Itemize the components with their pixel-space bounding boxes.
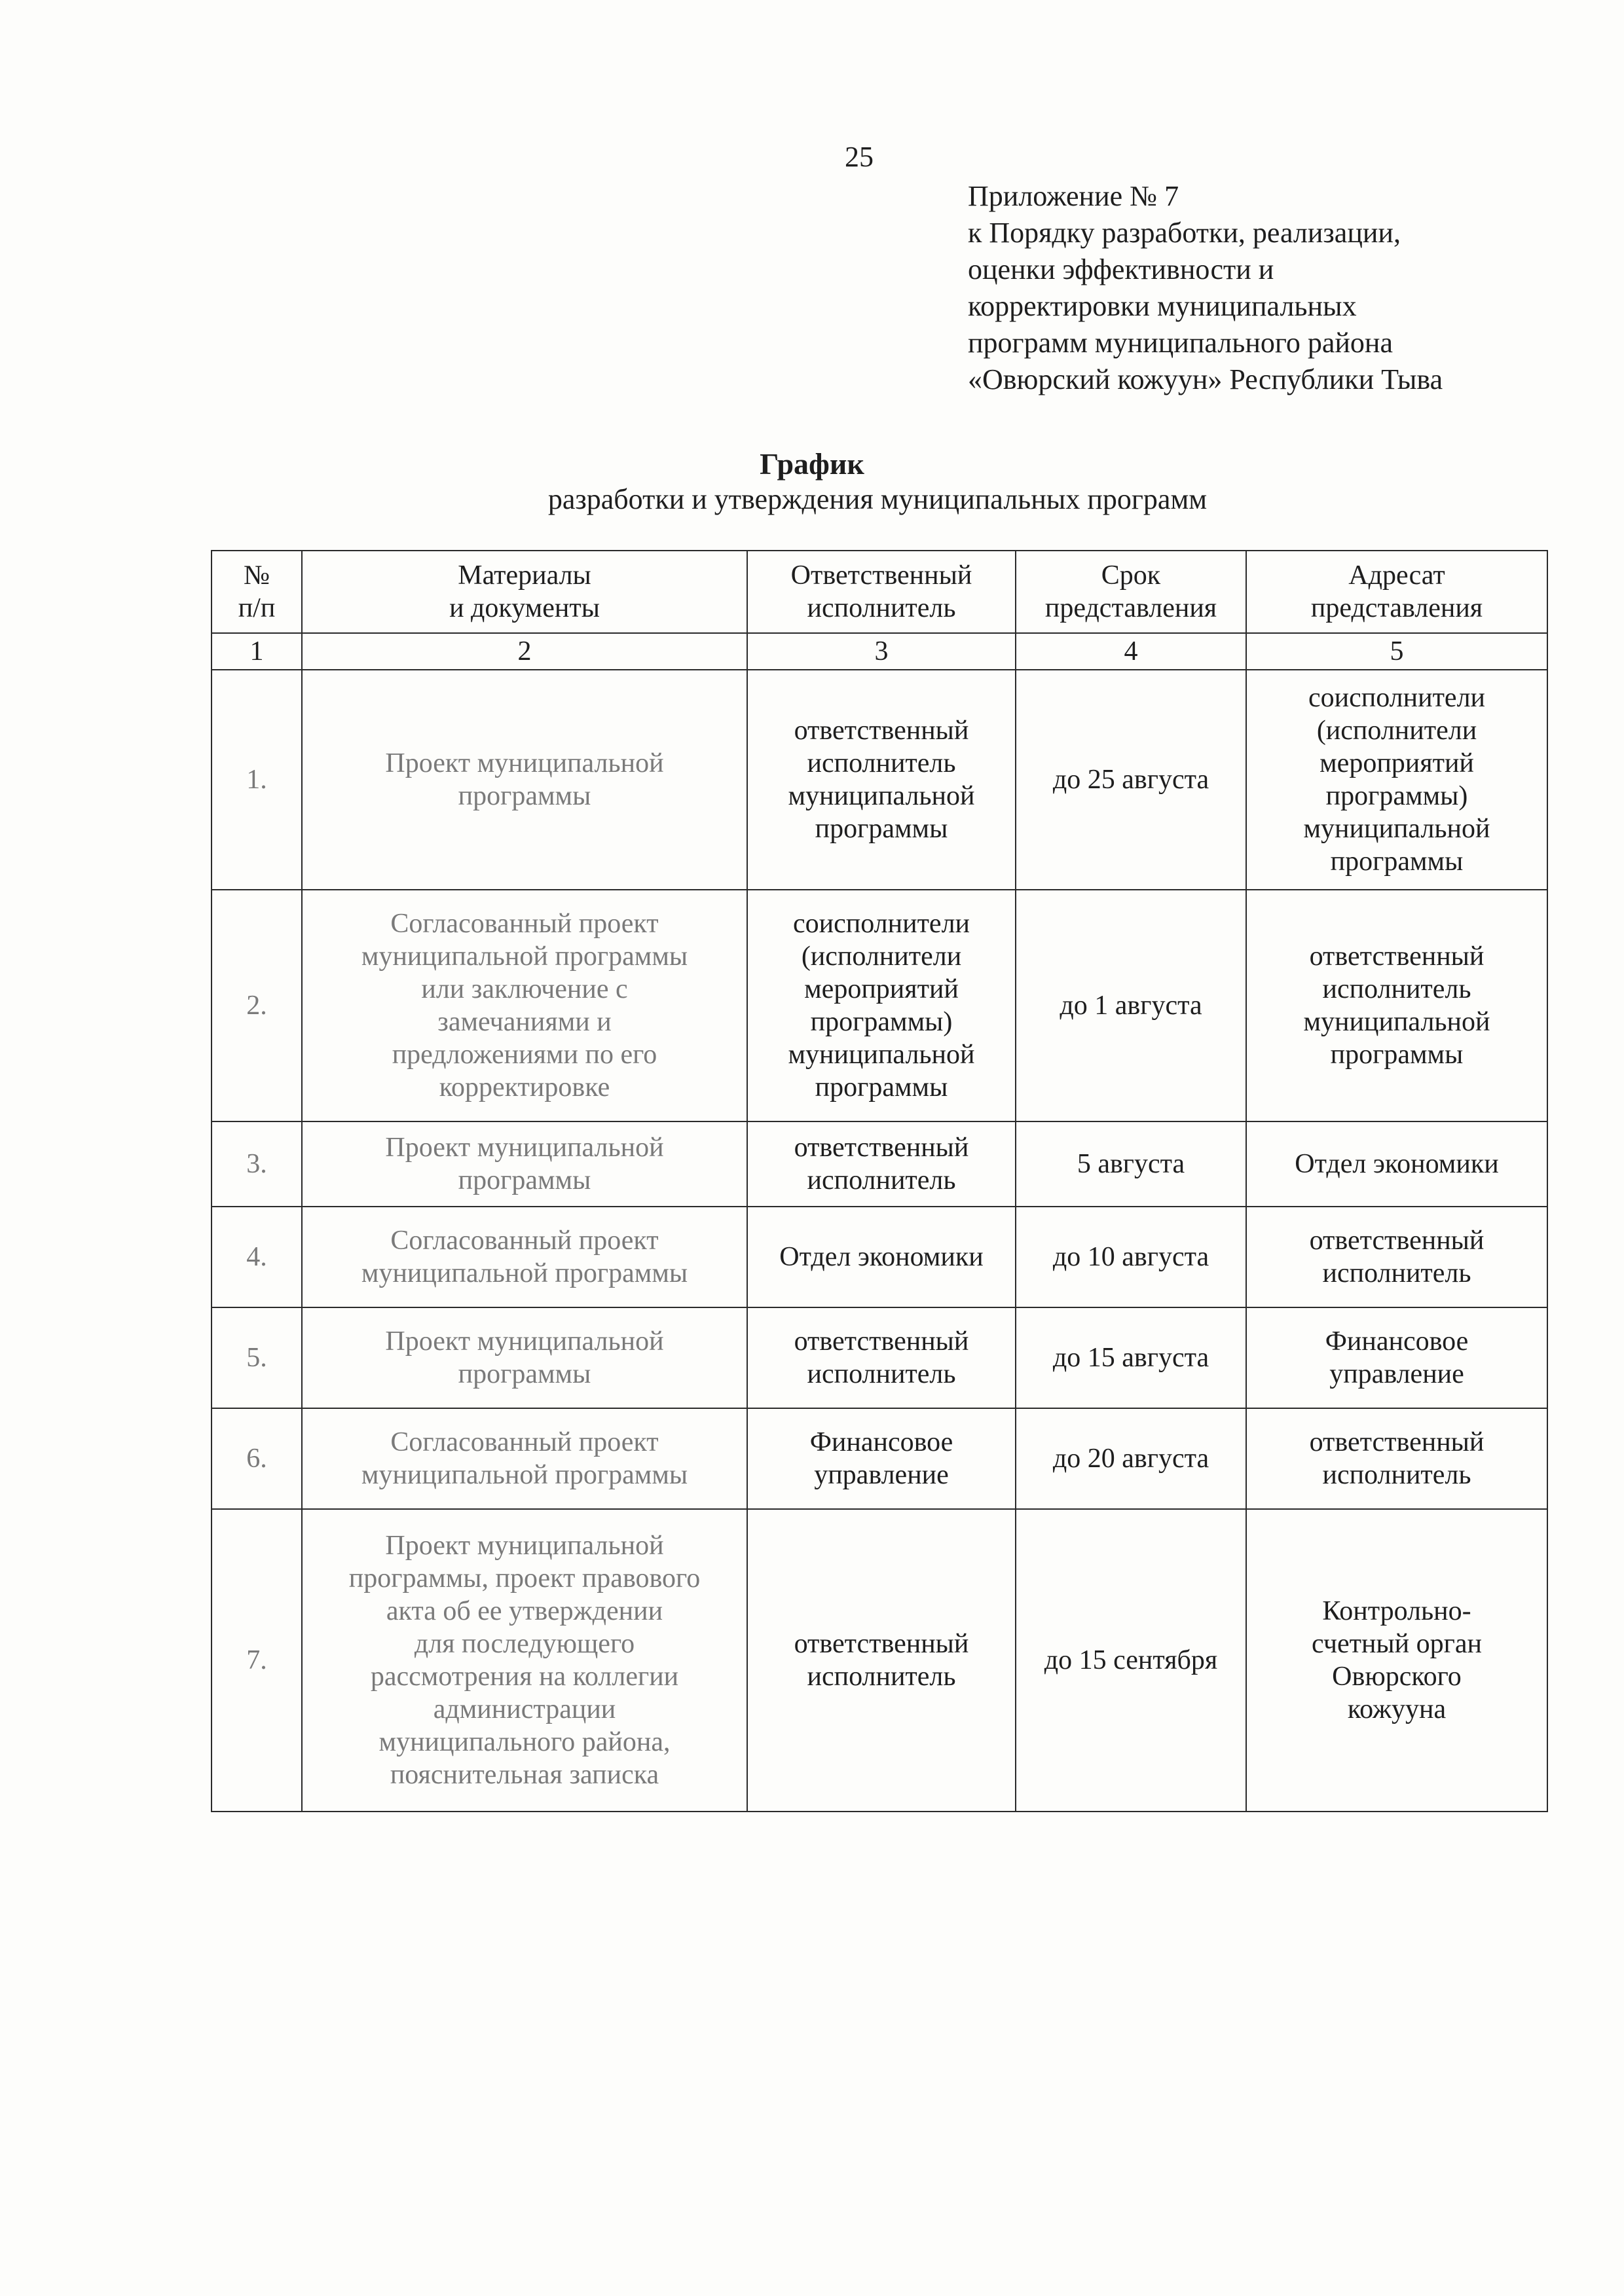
- cell-line: (исполнители: [1316, 716, 1477, 746]
- cell-line: кожууна: [1347, 1694, 1447, 1724]
- cell-line: муниципальной: [788, 781, 975, 811]
- cell-line: ответственный: [794, 1629, 969, 1659]
- cell-line: для последующего: [414, 1629, 635, 1659]
- cell-line: Согласованный проект: [390, 909, 659, 939]
- cell-line: программы): [810, 1007, 953, 1037]
- documents-cell: [302, 1509, 747, 1812]
- responsible-cell: [747, 1408, 1016, 1509]
- header-line: Материалы: [458, 560, 591, 591]
- cell-line: ответственный: [794, 716, 969, 746]
- cell-line: ответственный: [1309, 941, 1485, 972]
- cell-line: замечаниями и: [437, 1007, 612, 1037]
- cell-line: Финансовое: [1325, 1326, 1469, 1357]
- responsible-cell: [747, 1509, 1016, 1812]
- deadline-cell: [1016, 1408, 1246, 1509]
- cell-line: муниципальной программы: [361, 1258, 688, 1288]
- cell-line: программы: [815, 1072, 948, 1102]
- responsible-cell: [747, 1121, 1016, 1207]
- deadline-cell: [1016, 1121, 1246, 1207]
- cell-line: до 15 сентября: [1044, 1645, 1218, 1675]
- cell-line: программы: [458, 1165, 591, 1195]
- responsible-cell: [747, 890, 1016, 1121]
- cell-line: программы: [1330, 847, 1464, 877]
- cell-line: управление: [814, 1460, 949, 1490]
- cell-line: до 20 августа: [1052, 1444, 1209, 1474]
- row-number-cell: 6.: [212, 1408, 302, 1509]
- cell-line: (исполнители: [801, 941, 962, 972]
- header-cell-documents: [302, 551, 747, 633]
- cell-line: программы: [1330, 1040, 1464, 1070]
- header-line: п/п: [238, 593, 276, 623]
- page-number: 25: [845, 141, 874, 173]
- header-line: Срок: [1101, 560, 1161, 591]
- row-number-cell: 7.: [212, 1509, 302, 1812]
- cell-line: муниципальной: [1303, 814, 1490, 844]
- table-row: [212, 1307, 1547, 1408]
- cell-line: соисполнители: [1308, 683, 1486, 713]
- cell-line: пояснительная записка: [390, 1760, 659, 1790]
- responsible-cell: [747, 670, 1016, 890]
- cell-line: соисполнители: [792, 909, 970, 939]
- header-cell-addressee: [1246, 551, 1547, 633]
- document-title: График: [760, 447, 864, 481]
- deadline-cell: [1016, 890, 1246, 1121]
- header-line: представления: [1310, 593, 1483, 623]
- table-row: [212, 670, 1547, 890]
- table-row: [212, 1509, 1547, 1812]
- header-line: представления: [1044, 593, 1217, 623]
- cell-line: предложениями по его: [392, 1040, 657, 1070]
- addressee-cell: [1246, 1121, 1547, 1207]
- addressee-cell: [1246, 670, 1547, 890]
- cell-line: Финансовое: [809, 1427, 953, 1457]
- appendix-line: «Овюрский кожуун» Республики Тыва: [968, 363, 1443, 395]
- cell-line: рассмотрения на коллегии: [370, 1662, 679, 1692]
- cell-line: исполнитель: [807, 1165, 956, 1195]
- cell-line: мероприятий: [804, 974, 959, 1004]
- addressee-cell: [1246, 1207, 1547, 1307]
- cell-line: Отдел экономики: [779, 1242, 984, 1272]
- deadline-cell: [1016, 1307, 1246, 1408]
- appendix-line: оценки эффективности и: [968, 253, 1274, 285]
- row-number-cell: 5.: [212, 1307, 302, 1408]
- documents-cell: [302, 1121, 747, 1207]
- schedule-table: [211, 550, 1548, 1812]
- header-line: и документы: [449, 593, 600, 623]
- addressee-cell: [1246, 1408, 1547, 1509]
- cell-line: программы): [1325, 781, 1468, 811]
- cell-line: исполнитель: [807, 1359, 956, 1389]
- cell-line: Проект муниципальной: [385, 1133, 664, 1163]
- documents-cell: [302, 1408, 747, 1509]
- cell-line: муниципального района,: [378, 1727, 671, 1757]
- deadline-cell: [1016, 670, 1246, 890]
- cell-line: программы, проект правового: [348, 1563, 701, 1594]
- addressee-cell: [1246, 890, 1547, 1121]
- appendix-line: корректировки муниципальных: [968, 290, 1357, 322]
- header-cell-deadline: [1016, 551, 1246, 633]
- cell-line: Контрольно-: [1322, 1596, 1471, 1626]
- cell-line: муниципальной: [1303, 1007, 1490, 1037]
- header-cell-responsible: [747, 551, 1016, 633]
- appendix-line: программ муниципального района: [968, 327, 1393, 359]
- documents-cell: [302, 890, 747, 1121]
- cell-line: ответственный: [794, 1133, 969, 1163]
- row-number-cell: 4.: [212, 1207, 302, 1307]
- documents-cell: [302, 1207, 747, 1307]
- header-line: Адресат: [1348, 560, 1445, 591]
- column-number: 4: [1016, 633, 1246, 670]
- cell-line: или заключение с: [421, 974, 628, 1004]
- cell-line: ответственный: [794, 1326, 969, 1357]
- header-line: исполнитель: [807, 593, 956, 623]
- deadline-cell: [1016, 1509, 1246, 1812]
- cell-line: программы: [815, 814, 948, 844]
- row-number-cell: 2.: [212, 890, 302, 1121]
- addressee-cell: [1246, 1509, 1547, 1812]
- column-number: 3: [747, 633, 1016, 670]
- cell-line: корректировке: [439, 1072, 610, 1102]
- cell-line: до 1 августа: [1060, 991, 1202, 1021]
- table-row: [212, 1121, 1547, 1207]
- cell-line: муниципальной программы: [361, 1460, 688, 1490]
- cell-line: счетный орган: [1312, 1629, 1482, 1659]
- cell-line: Проект муниципальной: [385, 1326, 664, 1357]
- cell-line: ответственный: [1309, 1226, 1485, 1256]
- cell-line: 5 августа: [1077, 1149, 1185, 1179]
- appendix-note: [968, 178, 1443, 398]
- table-row: [212, 890, 1547, 1121]
- documents-cell: [302, 1307, 747, 1408]
- appendix-line: к Порядку разработки, реализации,: [968, 217, 1401, 249]
- cell-line: до 15 августа: [1052, 1343, 1209, 1373]
- header-line: №: [243, 560, 270, 591]
- row-number-cell: 1.: [212, 670, 302, 890]
- responsible-cell: [747, 1307, 1016, 1408]
- document-subtitle: разработки и утверждения муниципальных программ: [547, 483, 1208, 515]
- cell-line: исполнитель: [1322, 1460, 1471, 1490]
- cell-line: мероприятий: [1320, 748, 1474, 778]
- cell-line: акта об ее утверждении: [386, 1596, 663, 1626]
- cell-line: программы: [458, 1359, 591, 1389]
- cell-line: Согласованный проект: [390, 1427, 659, 1457]
- cell-line: до 25 августа: [1052, 765, 1209, 795]
- cell-line: администрации: [433, 1694, 616, 1724]
- cell-line: муниципальной программы: [361, 941, 688, 972]
- column-number: 5: [1246, 633, 1547, 670]
- column-numbers-row: [212, 633, 1547, 670]
- column-number: 1: [212, 633, 302, 670]
- appendix-line: Приложение № 7: [968, 180, 1179, 212]
- cell-line: исполнитель: [807, 748, 956, 778]
- cell-line: управление: [1329, 1359, 1464, 1389]
- responsible-cell: [747, 1207, 1016, 1307]
- deadline-cell: [1016, 1207, 1246, 1307]
- cell-line: до 10 августа: [1052, 1242, 1209, 1272]
- column-number: 2: [302, 633, 747, 670]
- table-row: [212, 1207, 1547, 1307]
- header-cell-number: [212, 551, 302, 633]
- cell-line: исполнитель: [1322, 974, 1471, 1004]
- addressee-cell: [1246, 1307, 1547, 1408]
- cell-line: исполнитель: [1322, 1258, 1471, 1288]
- cell-line: ответственный: [1309, 1427, 1485, 1457]
- table-row: [212, 1408, 1547, 1509]
- cell-line: Согласованный проект: [390, 1226, 659, 1256]
- documents-cell: [302, 670, 747, 890]
- cell-line: Проект муниципальной: [385, 1531, 664, 1561]
- cell-line: муниципальной: [788, 1040, 975, 1070]
- cell-line: исполнитель: [807, 1662, 956, 1692]
- header-line: Ответственный: [790, 560, 972, 591]
- cell-line: Овюрского: [1332, 1662, 1462, 1692]
- table-header-row: [212, 551, 1547, 633]
- cell-line: Отдел экономики: [1295, 1149, 1499, 1179]
- cell-line: Проект муниципальной: [385, 748, 664, 778]
- cell-line: программы: [458, 781, 591, 811]
- row-number-cell: 3.: [212, 1121, 302, 1207]
